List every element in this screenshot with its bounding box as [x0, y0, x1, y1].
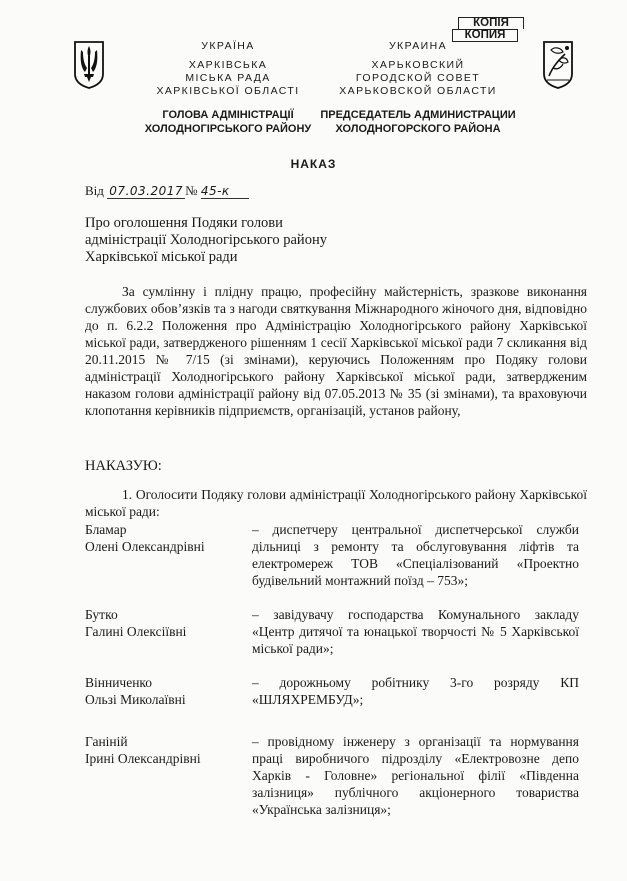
recipient-surname: Ганіній [85, 734, 128, 749]
recipient-description: – провідному інженеру з організації та нормування праці виробничого підрозділу «Електровозне депо Харків - Головне» регіональної філії «Південна залізниця» публічного акціонерного товариства «Українська залізниця»; [252, 734, 579, 817]
recipient-given-name: Олені Олександрівні [85, 539, 205, 554]
recipient-given-name: Ірині Олександрівні [85, 751, 201, 766]
recipient-name [85, 674, 255, 708]
header-council-uk-3: ХАРКІВСЬКОЇ ОБЛАСТІ [156, 85, 300, 97]
recipient-name [85, 521, 255, 555]
header-position-ru-2: ХОЛОДНОГОРСКОГО РАЙОНА [335, 123, 501, 135]
header-council-ru-3: ХАРЬКОВСКОЙ ОБЛАСТИ [339, 85, 497, 97]
date-value: 07.03.2017 [107, 184, 185, 199]
subject-line: адміністрації Холодногірського району [85, 232, 327, 248]
date-prefix: Від [85, 183, 104, 198]
order-item-1: 1. Оголосити Подяку голови адміністрації Холодногірського району Харківської міської ради: [85, 487, 587, 519]
recipient-description: – завідувачу господарства Комунального закладу «Центр дитячої та юнацької творчості № 5 Харківської міської ради»; [252, 607, 579, 656]
header-country-uk: УКРАЇНА [201, 40, 255, 52]
stamp-line-2: КОПИЯ [452, 29, 518, 42]
header-council-uk-1: ХАРКІВСЬКА [188, 59, 268, 71]
recipient-surname: Бутко [85, 607, 118, 622]
preamble-paragraph: За сумлінну і плідну працю, професійну майстерність, зразкове виконання службових обов’язків та з нагоди святкування Міжнародного жіночого дня, відповідно до п. 6.2.2 Положення про Адміністрацію Холодногірського району Харківської міської ради, затвердженого рішенням 1 сесії Харківської міської ради 7 скликання від 20.11.2015 № 7/15 (зі змінами), керуючись Положенням про Подяку голови адміністрації Холодногірського району Харківської міської ради, затвердженим наказом голови адміністрації району від 07.05.2013 № 35 (зі змінами), та враховуючи клопотання керівників підприємств, організацій, установ району, [85, 284, 587, 418]
recipient-description: – диспетчеру центральної диспетчерської служби дільниці з ремонту та обслуговування ліфтів та електромереж ТОВ «Спеціалізований «Проектно будівельний монтажний поїзд – 753»; [252, 522, 579, 588]
recipient-surname: Бламар [85, 522, 127, 537]
document-subject [85, 215, 385, 266]
stamp-line-1: КОПІЯ [458, 17, 524, 29]
date-line [85, 183, 249, 199]
kharkiv-coat-of-arms-icon [541, 38, 575, 90]
recipient-surname: Вінниченко [85, 675, 153, 690]
recipient-name [85, 733, 255, 767]
subject-line: Харківської міської ради [85, 249, 238, 265]
header-country-ru: УКРАИНА [388, 40, 448, 52]
subject-line: Про оголошення Подяки голови [85, 215, 283, 231]
header-position-uk-2: ХОЛОДНОГІРСЬКОГО РАЙОНУ [144, 123, 312, 135]
order-heading: НАКАЗУЮ: [85, 458, 162, 474]
recipient-given-name: Ользі Миколаївні [85, 692, 186, 707]
header-position-uk-1: ГОЛОВА АДМІНІСТРАЦІЇ [162, 109, 294, 121]
coat-of-arms-ukraine-icon [73, 40, 105, 90]
recipient-description: – дорожньому робітнику 3-го розряду КП «ШЛЯХРЕМБУД»; [252, 675, 579, 707]
header-position-ru-1: ПРЕДСЕДАТЕЛЬ АДМИНИСТРАЦИИ [320, 109, 516, 121]
header-council-ru-2: ГОРОДСКОЙ СОВЕТ [355, 72, 481, 84]
number-value: 45-к [201, 184, 249, 199]
recipient-name [85, 606, 255, 640]
header-council-uk-2: МІСЬКА РАДА [185, 72, 271, 84]
header-council-ru-1: ХАРЬКОВСКИЙ [371, 59, 465, 71]
number-prefix: № [185, 183, 198, 198]
recipient-given-name: Галині Олексіївні [85, 624, 187, 639]
document-title: НАКАЗ [290, 157, 337, 171]
